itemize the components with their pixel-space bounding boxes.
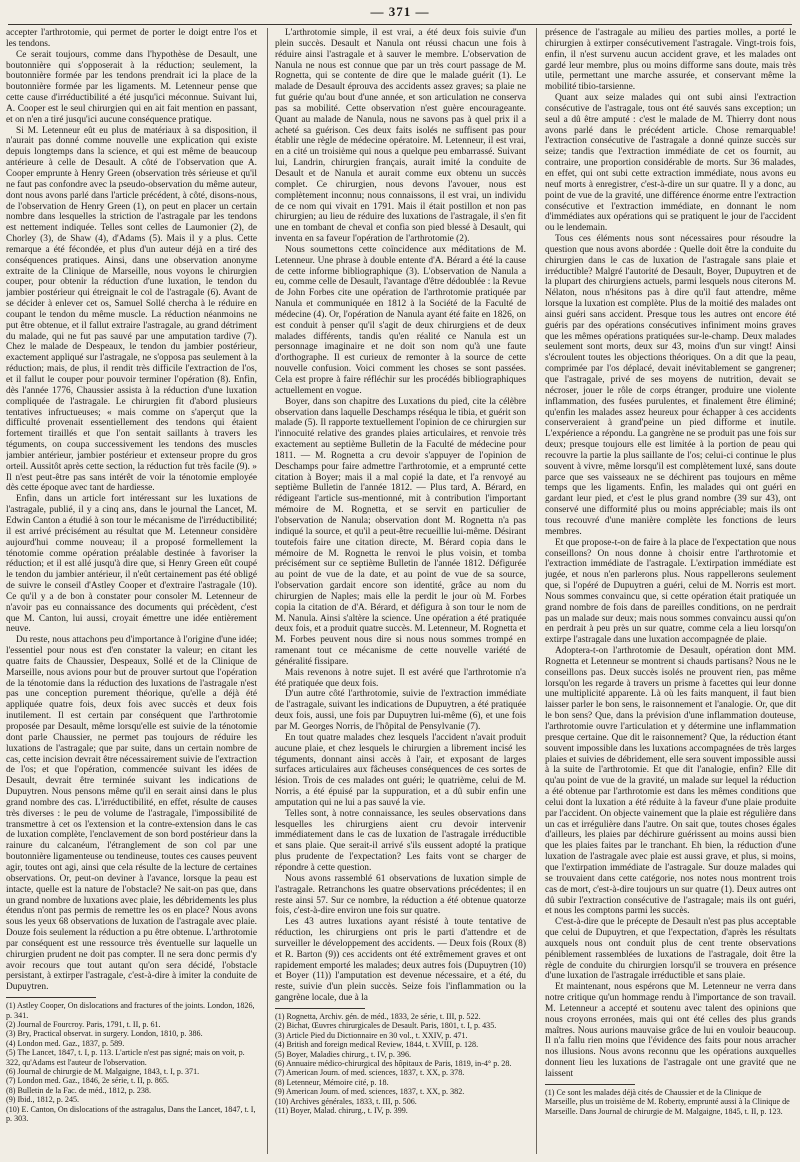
footnote: (5) The Lancet, 1847, t. I, p. 113. L'article n'est pas signé; mais on voit, p. 322, qu'Adams est l'auteur de l'observation. bbox=[6, 1048, 245, 1067]
page-header bbox=[0, 0, 800, 30]
paragraph: Nous avons rassemblé 61 observations de luxation simple de l'astragale. Retranchons les quatre observations précédentes; il en reste ainsi 57. Sur ce nombre, la réduction a été obtenue quatorze fois, c'est-à-dire environ une fois sur quatre. bbox=[275, 873, 526, 917]
paragraph: En tout quatre malades chez lesquels l'accident n'avait produit aucune plaie, et chez lesquels le chirurgien a librement incisé les téguments, donnant ainsi accès à l'air, et exposant de larges surfaces articulaires aux fâcheuses conséquences de ces sortes de lésion. Trois de ces malades ont guéri; le quatrième, celui de M. Norris, a été épuisé par la suppuration, et a dû subir enfin une amputation qui ne lui a pas sauvé la vie. bbox=[275, 732, 526, 808]
paragraph: Tous ces éléments nous sont nécessaires pour résoudre la question que nous avons abordée : Quelle doit être la conduite du chirurgien dans le cas de luxation de l'astragale sans plaie et irréductible? Malgré l'autorité de Desault, Boyer, Dupuytren et de la plupart des chirurgiens actuels, parmi lesquels nous citerons M. Nélaton, nous n'hésitons pas à dire qu'il faut attendre, même lorsque la luxation est complète. Plus de la moitié des malades ont ainsi guéri sans accident. Presque tous les autres ont encore été guéris par des opérations consécutives infiniment moins graves que les mêmes opérations pratiquées sur-le-champ. Deux malades seulement sont morts, deux sur 43, moins d'un sur vingt! Ainsi s'écroulent toutes les objections théoriques. On a dit que la peau, comprimée par l'os déplacé, devait inévitablement se gangrener; que l'astragale, privé de ses moyens de nutrition, devait se nécroser, jouer le rôle de corps étranger, produire une violente inflammation, des fusées purulentes, et finalement être éliminé; qu'enfin les malades assez heureux pour échapper à ces accidents conserveraient à grand'peine un pied difforme et inutile. L'expérience a répondu. La gangrène ne se produit pas une fois sur deux; presque toujours elle est limitée à la portion de peau qui recouvre la partie la plus saillante de l'os; celui-ci continue le plus souvent à vivre, même lorsqu'il est complètement luxé, sans doute parce que ses vaisseaux ne se déchirent pas toujours en même temps que les ligaments. Enfin, les malades qui ont guéri en gardant leur pied, et c'est le plus grand nombre (39 sur 43), ont conservé une difformité plus ou moins appréciable; mais ils ont tous recouvré d'une manière complète les fonctions de leurs membres. bbox=[545, 234, 796, 537]
paragraph: Telles sont, à notre connaissance, les seules observations dans lesquelles les chirurgiens aient cru devoir intervenir immédiatement dans le cas de luxation de l'astragale irréductible et sans plaie. Que serait-il arrivé s'ils eussent adopté la pratique plus prudente de l'expectation? Les faits vont se charger de répondre à cette question. bbox=[275, 808, 526, 873]
text-columns bbox=[6, 28, 796, 1158]
column-middle bbox=[275, 28, 526, 1158]
paragraph: Du reste, nous attachons peu d'importance à l'origine d'une idée; l'essentiel pour nous est d'en constater la valeur; en citant les quatre faits de Chaussier, Despeaux, Sollé et de la Clinique de Marseille, nous avions pour but de prouver surtout que l'opération de la ténotomie dans la réduction des luxations de l'astragale n'est pas une conception purement théorique, qu'elle a déjà été appliquée quatre fois, deux fois avec succès et deux fois inutilement. Il est certain par conséquent que l'arthrotomie proposée par Desault, même lorsqu'elle est suivie de la ténotomie dont parle Chaussier, ne permet pas toujours de réduire les luxations de l'astragale; que par suite, dans un certain nombre de cas, cette incision devrait être nécessairement suivie de l'extraction de l'os; et que l'opération, commencée suivant les idées de Desault, devrait être terminée suivant les indications de Dupuytren. Nous pensons même qu'il en serait ainsi dans le plus grand nombre des cas. L'irréductibilité, en effet, résulte de causes très diverses : le peu de volume de l'astragale, l'impossibilité de transmettre à cet os l'extension et la contre-extension dans le cas de luxation complète, l'enclavement de son bord postérieur dans la rainure du calcanéum, l'étranglement de son col par une boutonnière ligamenteuse ou tendineuse, toutes ces causes peuvent agir, toutes ont agi, ainsi que cela résulte de la lecture de certaines observations. Or, peut-on deviner à l'avance, lorsque la peau est intacte, quelle est la nature de l'obstacle? Ne sait-on pas que, dans un grand nombre de luxations avec plaie, les débridements les plus étendus n'ont pas permis de remettre les os en place? Nous avons sous les yeux 68 observations de luxation de l'astragale avec plaie. Douze fois seulement la réduction a pu être obtenue. L'arthrotomie par conséquent est une ressource très éventuelle sur laquelle un chirurgien prudent ne doit pas compter. Il ne sera donc permis d'y avoir recours que tout autant qu'on sera décidé, l'obstacle persistant, à extirper l'astragale, c'est-à-dire à imiter la conduite de Dupuytren. bbox=[6, 635, 257, 993]
paragraph: Les 43 autres luxations ayant résisté à toute tentative de réduction, les chirurgiens ont pris le parti d'attendre et de surveiller le développement des accidents. — Deux fois (Roux (8) et R. Barton (9)) ces accidents ont été extrêmement graves et ont rapidement emporté les malades; deux autres fois (Dupuytren (10) et Boyer (11)) l'amputation est devenue nécessaire, et a été, du reste, suivie d'un plein succès. Seize fois l'inflammation ou la gangrène locale, due à la bbox=[275, 917, 526, 1004]
footnote-separator bbox=[6, 997, 96, 998]
footnote: (1) Rognetta, Archiv. gén. de méd., 1833, 2e série, t. III, p. 522. bbox=[275, 1011, 481, 1021]
paragraph: C'est-à-dire que le précepte de Desault n'est pas plus acceptable que celui de Dupuytren, et que l'expectation, d'après les résultats auxquels nous ont conduit plus de cent trente observations péniblement rassemblées de luxations de l'astragale, doit être la règle de conduite du chirurgien lorsqu'il se trouvera en présence d'une luxation de l'astragale irréductible et sans plaie. bbox=[545, 917, 796, 982]
header-rule bbox=[8, 24, 792, 25]
footnote: (6) Annuaire médico-chirurgical des hôpitaux de Paris, 1819, in-4° p. 28. bbox=[275, 1058, 512, 1068]
footnote: (11) Boyer, Malad. chirurg., t. IV, p. 399. bbox=[275, 1106, 408, 1115]
paragraph: Adoptera-t-on l'arthrotomie de Desault, opération dont MM. Rognetta et Letenneur se montrent si chauds partisans? Nous ne le conseillons pas. Deux succès isolés ne prouvent rien, pas même lorsqu'on les regarde à travers un prisme à facettes qui leur donne une multiplicité apparente. Là où les faits manquent, il faut bien laisser parler le bon sens, le raisonnement et l'analogie. Or, que dit le bon sens? Que, dans la prévision d'une inflammation douteuse, l'arthrotomie ouvre l'articulation et y détermine une inflammation presque certaine. Que dit le raisonnement? Que, la réduction étant souvent impossible dans les luxations accompagnées de très larges plaies et suivies de débridement, elle sera souvent impossible aussi à la suite de l'arthrotomie. Et que dit l'analogie, enfin? Elle dit qu'au point de vue de la gravité, un malade sur lequel la réduction a été obtenue par l'arthrotomie est dans les mêmes conditions que celui dont la luxation a été réduite à la faveur d'une plaie produite par l'accident. On objecte vainement que la plaie est régulière dans un cas et irrégulière dans l'autre. On sait que, toutes choses égales d'ailleurs, les plaies par déchirure guérissent au moins aussi bien que les plaies faites par le tranchant. Eh bien, la réduction d'une luxation de l'astragale avec plaie est aussi grave, et plus, si moins, que l'extirpation immédiate de l'astragale. Sur douze malades qui se trouvaient dans cette catégorie, nos notes nous montrent trois cas de mort, c'est-à-dire toujours un sur quatre (1). Deux autres ont dû subir l'extraction consécutive de l'astragale; mais ils ont guéri, et nous les comptons parmi les succès. bbox=[545, 646, 796, 917]
footnote: (2) Journal de Fourcroy. Paris, 1791, t. II, p. 61. bbox=[6, 1019, 161, 1029]
footnotes bbox=[6, 1001, 257, 1123]
footnote: (4) London med. Gaz., 1837, p. 589. bbox=[6, 1038, 125, 1048]
footnote: (3) Article Pied du Dictionnaire en 30 vol., t. XXIV, p. 471. bbox=[275, 1030, 468, 1040]
column-right bbox=[545, 28, 796, 1158]
footnotes bbox=[545, 1088, 796, 1116]
footnote: (5) Boyer, Maladies chirurg., t. IV, p. 396. bbox=[275, 1049, 412, 1059]
footnote: (7) American Journ. of med. sciences, 1837, t. XX, p. 378. bbox=[275, 1068, 465, 1078]
footnote: (9) Ibid., 1812, p. 245. bbox=[6, 1095, 80, 1105]
footnote: (2) Bichat, Œuvres chirurgicales de Desault. Paris, 1801, t. I, p. 435. bbox=[275, 1021, 497, 1031]
footnote: (10) E. Canton, On dislocations of the astragalus, Dans the Lancet, 1847, t. I, p. 303. bbox=[6, 1104, 256, 1123]
paragraph: Nous soumettons cette coïncidence aux méditations de M. Letenneur. Une phrase à double entente d'A. Bérard a été la cause de cette informe bibliographique (3). L'observation de Nanula a eu, comme celle de Desault, l'avantage d'être dédoublée : la Revue de John Forbes cite une opération de l'arthrotomie pratiquée par Nanula et communiquée en 1812 à la Société de la Faculté de médecine (4). Or, l'opération de Nanula ayant été faite en 1826, on est conduit à penser qu'il s'agit de deux chirurgiens et de deux malades différents, tandis qu'en réalité ce Nanula est un personnage imaginaire et ne doit son nom qu'à une faute d'orthographe. Il est curieux de remonter à la source de cette nouvelle confusion. Voici comment les choses se sont passées. Cela est propre à faire réfléchir sur les procédés bibliographiques actuellement en vogue. bbox=[275, 244, 526, 396]
paragraph: Ce serait toujours, comme dans l'hypothèse de Desault, une boutonnière qui s'opposerait à la réduction; seulement, la boutonnière formée par les tendons prendrait ici la place de la boutonnière formée par les ligaments. M. Letenneur pense que cette cause d'irréductibilité a été jusqu'ici méconnue. Suivant lui, A. Cooper est le seul chirurgien qui en ait fait mention en passant, et on n'en a tiré jusqu'ici aucune conséquence pratique. bbox=[6, 49, 257, 125]
paragraph: Et maintenant, nous espérons que M. Letenneur ne verra dans notre critique qu'un hommage rendu à l'importance de son travail. M. Letenneur a accepté et soutenu avec talent des opinions que nous croyons erronées, mais qui ont été celles des plus grands maîtres. Nous aurions mauvaise grâce de lui en vouloir beaucoup. Il n'a fallu rien moins que l'évidence des faits pour nous arracher nos illusions. Nous avons reconnu que les opérations auxquelles donnent lieu les luxations de l'astragale ont une gravité que ne laissent bbox=[545, 982, 796, 1079]
paragraph: D'un autre côté l'arthrotomie, suivie de l'extraction immédiate de l'astragale, suivant les indications de Dupuytren, a été pratiquée deux fois, aussi, une fois par Dupuytren lui-même (6), et une fois par M. Georges Norris, de l'hôpital de Pensylvanie (7). bbox=[275, 689, 526, 732]
column-divider bbox=[536, 28, 537, 1154]
paragraph: Mais revenons à notre sujet. Il est avéré que l'arthrotomie n'a été pratiquée que deux fois. bbox=[275, 667, 526, 689]
footnote: (6) Journal de chirurgie de M. Malgaigne, 1843, t. I, p. 371. bbox=[6, 1066, 200, 1076]
footnote-separator bbox=[275, 1008, 365, 1009]
footnote: (8) Bulletin de la Fac. de méd., 1812, p. 238. bbox=[6, 1085, 151, 1095]
footnote-separator bbox=[545, 1084, 635, 1085]
footnote: (1) Astley Cooper, On dislocations and fractures of the joints. London, 1826, p. 341. bbox=[6, 1001, 255, 1020]
page-number: — 371 — bbox=[370, 4, 430, 19]
footnote: (9) American Journ. of med. sciences, 1837, t. XX, p. 382. bbox=[275, 1087, 465, 1097]
footnote: (7) London med. Gaz., 1846, 2e série, t. II, p. 865. bbox=[6, 1076, 169, 1086]
footnote: (4) British and foreign medical Review, 1844, t. XVIII, p. 128. bbox=[275, 1040, 479, 1050]
paragraph: Enfin, dans un article fort intéressant sur les luxations de l'astragale, publié, il y a cinq ans, dans le journal the Lancet, M. Edwin Canton a étudié à son tour le mécanisme de l'irréductibilité; il est arrivé précisément au résultat que M. Letenneur considère aujourd'hui comme nouveau; il a proposé formellement la ténotomie comme opération préalable destinée à favoriser la réduction; et il est allé jusqu'à dire que, si Henry Green eût coupé le tendon du jambier antérieur, il n'eût certainement pas été obligé de suivre le conseil d'Astley Cooper et d'extraire l'astragale (10). Ce qu'il y a de bon à constater pour consoler M. Letenneur de n'avoir pas eu connaissance des documents qui précèdent, c'est que M. Canton, lui aussi, croyait émettre une idée entièrement neuve. bbox=[6, 494, 257, 635]
footnote: (3) Bry, Practical observat. in surgery. London, 1810, p. 386. bbox=[6, 1029, 203, 1039]
footnote: (8) Letenneur, Mémoire cité, p. 18. bbox=[275, 1077, 389, 1087]
paragraph: Si M. Letenneur eût eu plus de matériaux à sa disposition, il n'aurait pas donné comme nouvelle une explication qui existe depuis longtemps dans la science, et qui est même de beaucoup antérieure à celle de Desault. A côté de l'observation que A. Cooper emprunte à Henry Green (observation très sérieuse et qu'il ne faut pas confondre avec la pseudo-observation du même auteur, dont nous avons parlé dans l'article précédent, à côté, disons-nous, de l'observation de Henry Green (1), on peut en placer un certain nombre dans lesquelles la striction de l'astragale par les tendons est nettement indiquée. Telles sont celles de Laumonier (2), de Chorley (3), de Shaw (4), d'Adams (5). Mais il y a plus. Cette remarque a été fécondée, et plus d'un auteur déjà en a tiré des conséquences pratiques. Ainsi, dans une observation anonyme extraite de la Clinique de Marseille, nous voyons le chirurgien couper, pour obtenir la réduction d'une luxation, le tendon du jambier postérieur qui étreignait le col de l'astragale (6). Avant de se décider à enlever cet os, Samuel Sollé chercha à le réduire en coupant le tendon du même muscle. La réduction néanmoins ne put être obtenue, et il fallut extraire l'astragale, au grand détriment du malade, qui ne fut pas sauvé par une amputation tardive (7). Chez le malade de Despeaux, le tendon du jambier postérieur, exactement appliqué sur l'astragale, ne s'opposa pas seulement à la réduction; mais, de plus, il rendit très difficile l'extraction de l'os, et il fallut le couper pour pouvoir terminer l'opération (8). Enfin, dès l'année 1776, Chaussier assista à la réduction d'une luxation compliquée de l'astragale. Le chirurgien fit d'abord plusieurs tentatives infructueuses; « mais comme on s'aperçut que la difficulté provenait essentiellement des tendons qui étaient fortement tiraillés et que l'on sentait saillants à travers les téguments, on coupa successivement les tendons des muscles jambier antérieur, jambier postérieur et extenseur propre du gros orteil. Aussitôt après cette section, la réduction fut très facile (9). » Il n'est peut-être pas sans intérêt de voir la ténotomie employée dès cette époque avec tant de hardiesse. bbox=[6, 125, 257, 494]
column-left bbox=[6, 28, 257, 1158]
footnote: (1) Ce sont les malades déjà cités de Chaussier et de la Clinique de Marseille, plus un troisième de M. Roberty, emprunté aussi à la Clinique de Marseille. Dans Journal de chirurgie de M. Malgaigne, 1845, t. II, p. 123. bbox=[545, 1087, 790, 1116]
paragraph: Et que propose-t-on de faire à la place de l'expectation que nous conseillons? On nous donne à choisir entre l'arthrotomie et l'extraction immédiate de l'astragale. L'extirpation immédiate est jugée, et nous n'en parlerons plus. Nous rappellerons seulement que, si l'opéré de Dupuytren a guéri, celui de M. Norris est mort. Nous sommes convaincu que, si cette opération était pratiquée un grand nombre de fois dans de pareilles conditions, on ne perdrait pas un malade sur deux; mais nous sommes convaincu aussi qu'on en perdrait à peu près un sur quatre, comme cela a lieu lorsqu'on extirpe l'astragale dans une luxation accompagnée de plaie. bbox=[545, 537, 796, 646]
footnotes bbox=[275, 1012, 526, 1115]
paragraph: L'arthrotomie simple, il est vrai, a été deux fois suivie d'un plein succès. Desault et Nanula ont réussi chacun une fois à réduire ainsi l'astragale et à sauver le membre. L'observation de Nanula ne nous est connue que par un très court passage de M. Rognetta, qui se contente de dire que le malade guérit (1). Le malade de Desault éprouva des accidents assez graves; sa plaie ne fut guérie qu'au bout d'une année, et son articulation ne conserva pas sa mobilité. Cette observation n'est guère encourageante. Quant au malade de Nanula, nous ne savons pas à quel prix il a acheté sa guérison. Ces deux faits isolés ne suffisent pas pour établir une règle de médecine opératoire. M. Letenneur, il est vrai, en a cité un troisième qui nous a quelque peu embarrassé. Suivant lui, Landrin, chirurgien français, aurait imité la conduite de Desault et de Nanula et aurait comme eux obtenu un succès complet. Ce chirurgien, nous devons l'avouer, nous est complètement inconnu; nous connaissons, il est vrai, un individu de ce nom qui vivait en 1791. Mais il était postillon et non pas chirurgien; au lieu de réduire des luxations de l'astragale, il s'en fit une en tombant de cheval et confia son pied blessé à Desault, qui inventa en sa faveur l'opération de l'arthrotomie (2). bbox=[275, 28, 526, 245]
column-divider bbox=[267, 28, 268, 1154]
paragraph: Quant aux seize malades qui ont subi ainsi l'extraction consécutive de l'astragale, tous ont été sauvés sans exception; un seul a dû être amputé : c'est le malade de M. Thierry dont nous avons parlé dans le précédent article. Chose remarquable! l'extraction consécutive de l'astragale a donné quinze succès sur seize; tandis que l'extraction immédiate de cet os fournit, au contraire, une proportion considérable de morts. Sur 36 malades, en effet, qui ont subi cette extraction immédiate, nous avons eu neuf morts à enregistrer, c'est-à-dire un sur quatre. Il y a donc, au point de vue de la gravité, une différence énorme entre l'extraction consécutive et l'extraction immédiate, en donnant le nom d'immédiates aux opérations qui se pratiquent le jour de l'accident ou le lendemain. bbox=[545, 93, 796, 234]
footnote: (10) Archives générales, 1833, t. III, p. 506. bbox=[275, 1096, 417, 1106]
paragraph: accepter l'arthrotomie, qui permet de porter le doigt entre l'os et les tendons. bbox=[6, 28, 257, 49]
paragraph: présence de l'astragale au milieu des parties molles, a porté le chirurgien à extirper consécutivement l'astragale. Vingt-trois fois, enfin, il n'est survenu aucun accident grave, et les malades ont gardé leur membre, plus ou moins difforme sans doute, mais très utile, permettant une marche assurée, et conservant même la mobilité tibio-tarsienne. bbox=[545, 28, 796, 93]
paragraph: Boyer, dans son chapitre des Luxations du pied, cite la célèbre observation dans laquelle Deschamps réséqua le tibia, et guérit son malade (5). Il rapporte textuellement l'opinion de ce chirurgien sur l'innocuité relative des grandes plaies articulaires, et renvoie très exactement au septième Bulletin de la Faculté de médecine pour 1811. — M. Rognetta a cru devoir s'appuyer de l'opinion de Deschamps pour faire admettre l'arthrotomie, et a emprunté cette citation à Boyer; mais il a mal copié la date, et l'a renvoyé au septième Bulletin de l'année 1812. — Plus tard, A. Bérard, en rédigeant l'article sus-mentionné, mit à contribution l'important mémoire de M. Rognetta, et se servit en particulier de l'observation de Nanula; observation dont M. Rognetta n'a pas indiqué la source, et qu'il a peut-être recueillie lui-même. Désirant toutefois faire une citation directe, M. Bérard copia dans le mémoire de M. Rognetta le renvoi le plus voisin, et tomba précisément sur ce septième Bulletin de l'année 1812. Défigurée au point de vue de la date, et au point de vue de sa source, l'observation gardait encore son identité, grâce au nom du chirurgien de Naples; mais elle la perdit le jour où M. Forbes copia la citation de d'A. Bérard, et défigura à son tour le nom de M. Nanula. Ainsi s'altère la science. Une opération a été pratiquée deux fois, et a produit quatre succès. M. Letenneur, M. Rognetta et M. Forbes peuvent nous dire si nous nous sommes trompé en ramenant tout ce mécanisme de cette nouvelle variété de généralité fissipare. bbox=[275, 396, 526, 667]
